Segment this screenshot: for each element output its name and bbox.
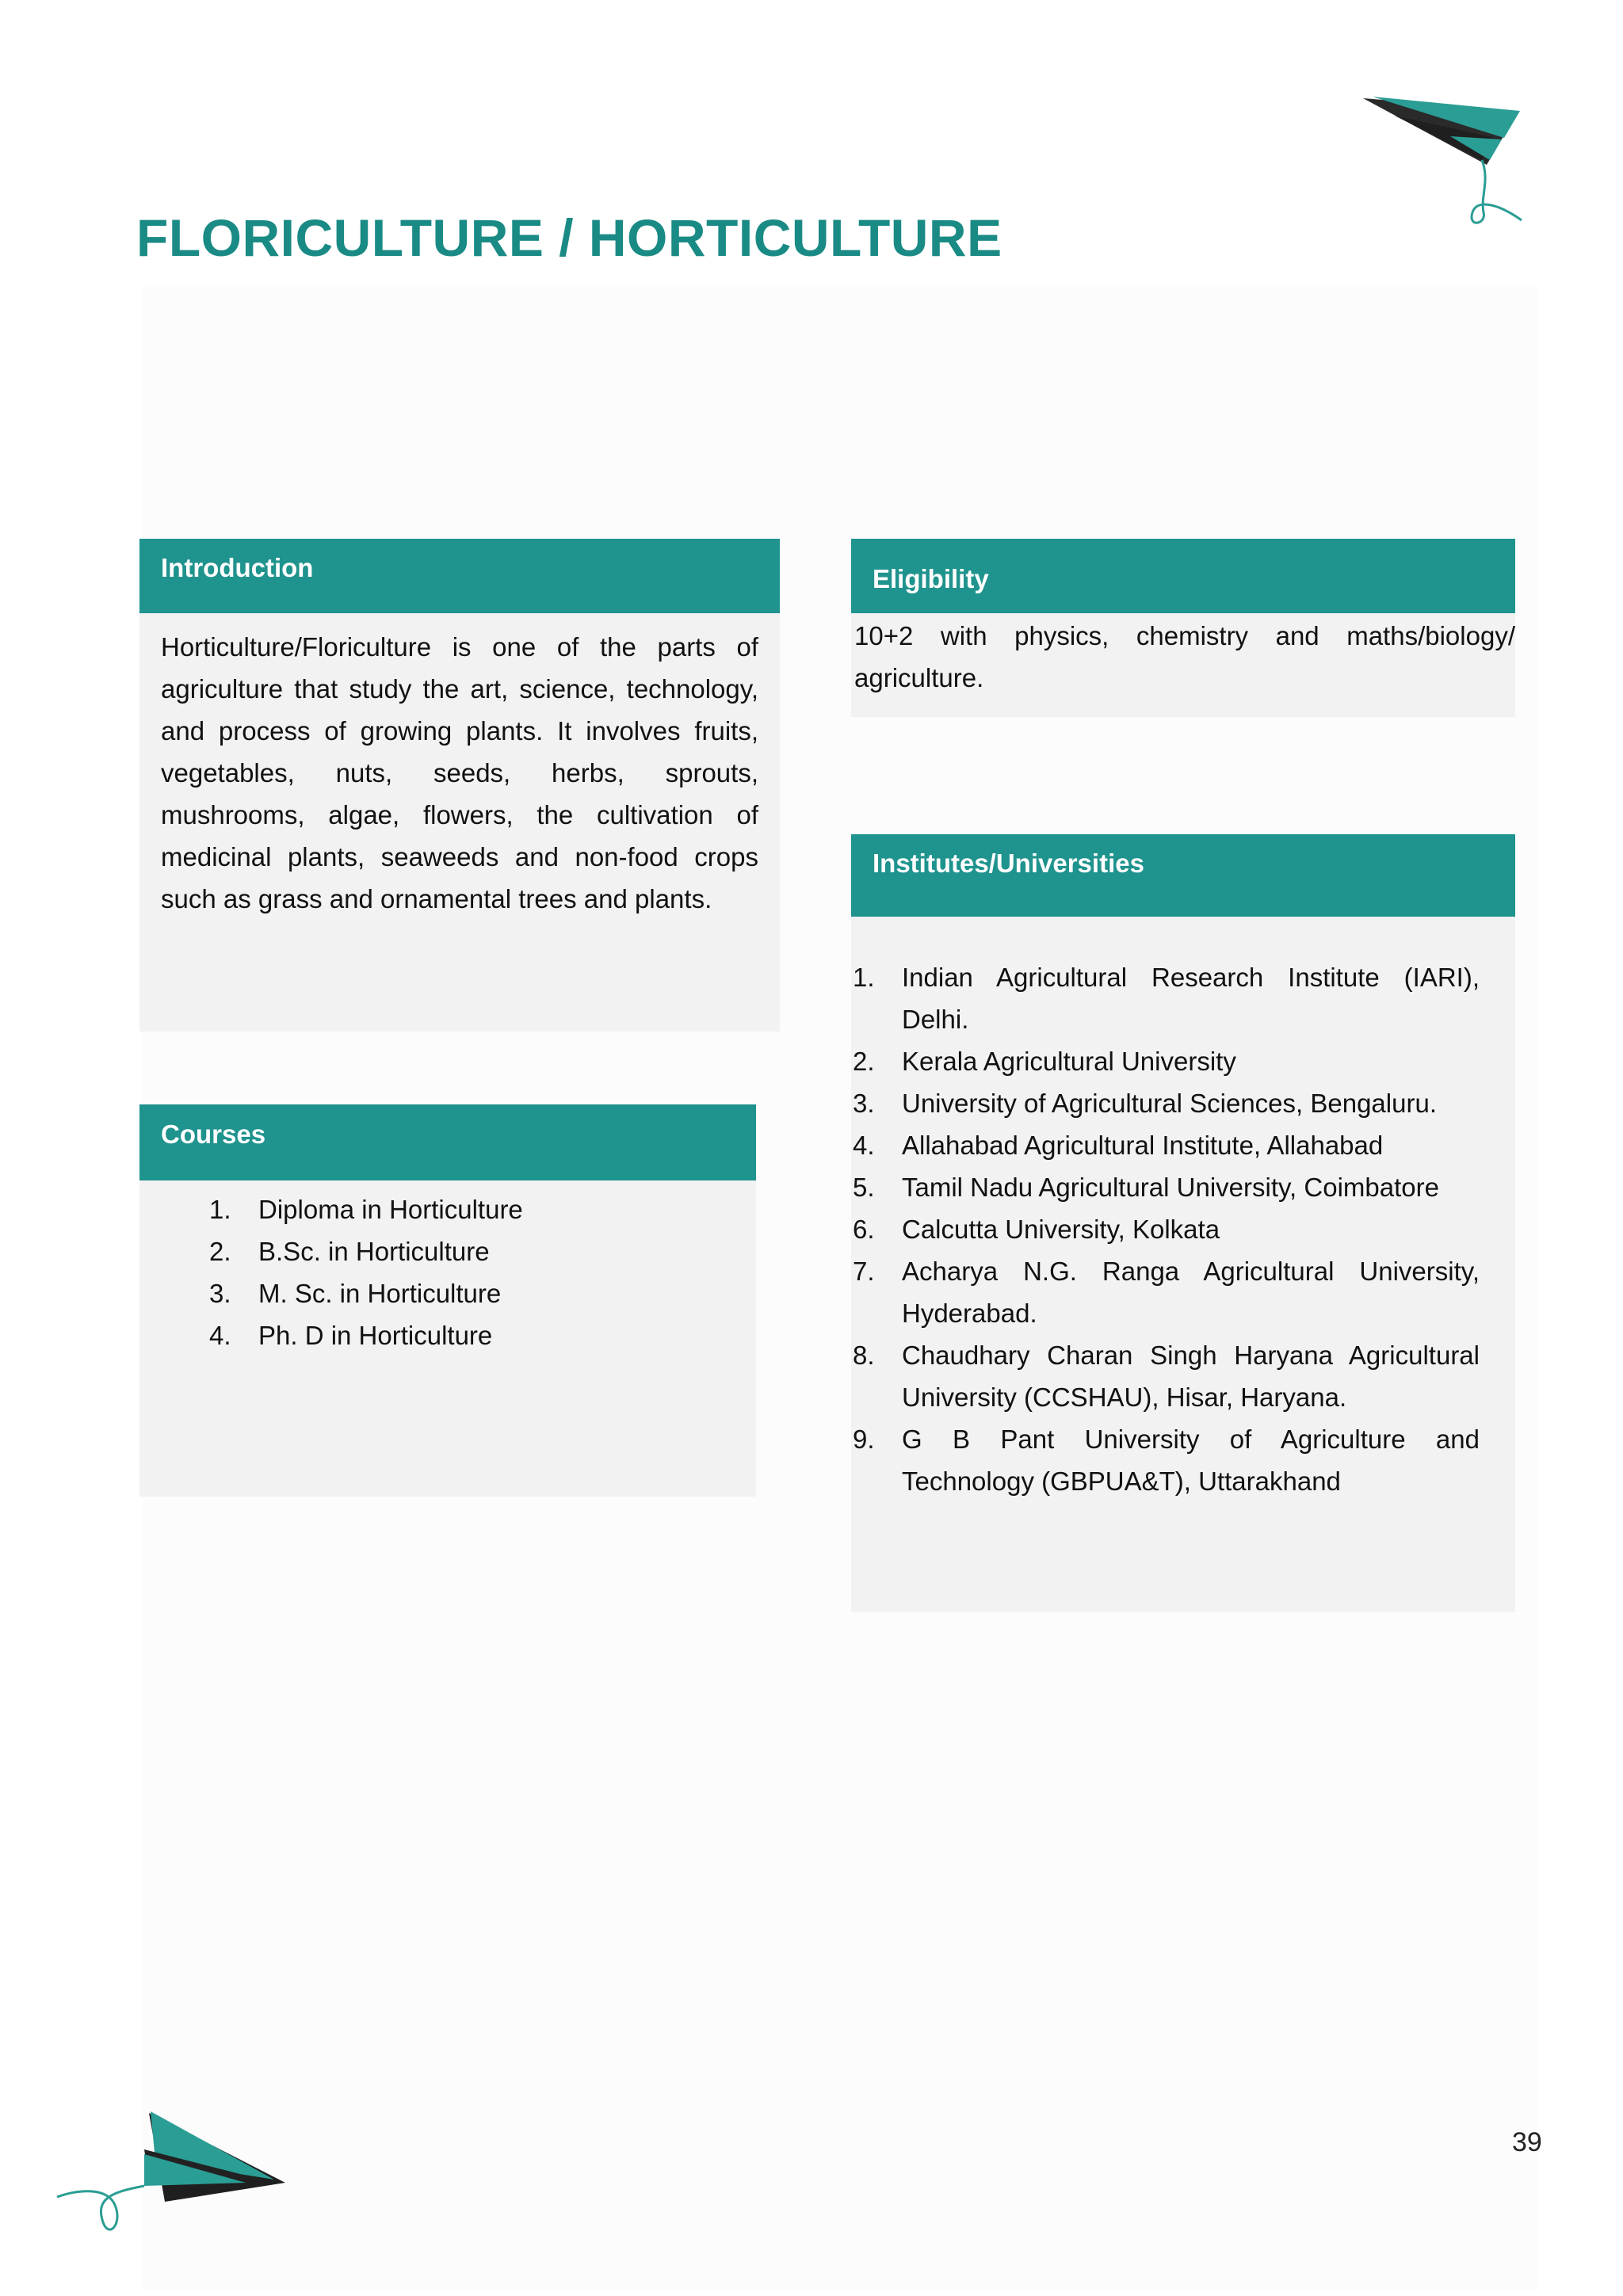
list-item-label: Allahabad Agricultural Institute, Allahabad: [902, 1131, 1384, 1160]
institutes-card: [851, 834, 1515, 1612]
introduction-card: [139, 539, 780, 1032]
list-item-label: Kerala Agricultural University: [902, 1047, 1236, 1076]
list-item: [209, 1314, 756, 1356]
list-item: [853, 1124, 1480, 1166]
eligibility-heading: Eligibility: [851, 539, 1515, 613]
courses-list: [139, 1180, 756, 1356]
list-item: [853, 1166, 1480, 1208]
list-item-number: 8.: [853, 1341, 875, 1370]
paper-plane-icon: [1363, 93, 1553, 236]
list-item-number: 5.: [853, 1173, 875, 1202]
list-item-label: Tamil Nadu Agricultural University, Coimbatore: [902, 1173, 1439, 1202]
introduction-heading: Introduction: [139, 539, 780, 613]
list-item-number: 6.: [853, 1215, 875, 1244]
introduction-text: Horticulture/Floriculture is one of the parts of agriculture that study the art, science, technology, and process of growing plants. It involves fruits, vegetables, nuts, seeds, herbs, sprouts, mushrooms, algae, flowers, the cultivation of medicinal plants, seaweeds and non-food crops such as grass and ornamental trees and plants.: [161, 632, 758, 913]
list-item-number: 1.: [853, 963, 875, 992]
list-item: [209, 1272, 756, 1314]
list-item-number: 2.: [853, 1047, 875, 1076]
list-item: [853, 1040, 1480, 1082]
list-item-number: 4.: [209, 1321, 231, 1350]
list-item-label: M. Sc. in Horticulture: [258, 1279, 502, 1308]
list-item-number: 1.: [209, 1195, 231, 1224]
institutes-list: [851, 917, 1515, 1502]
eligibility-text: 10+2 with physics, chemistry and maths/biology/ agriculture.: [854, 621, 1515, 692]
list-item: [209, 1230, 756, 1272]
list-item-number: 2.: [209, 1237, 231, 1266]
list-item-label: Diploma in Horticulture: [258, 1195, 523, 1224]
list-item: [853, 1082, 1480, 1124]
list-item-label: B.Sc. in Horticulture: [258, 1237, 490, 1266]
list-item-label: Acharya N.G. Ranga Agricultural University, Hyderabad.: [902, 1257, 1480, 1328]
list-item: [853, 1208, 1480, 1250]
list-item: [853, 956, 1480, 1040]
institutes-heading: Institutes/Universities: [851, 834, 1515, 917]
list-item-label: Ph. D in Horticulture: [258, 1321, 493, 1350]
paper-plane-icon: [55, 2103, 293, 2246]
eligibility-card: [851, 539, 1515, 717]
courses-card: [139, 1104, 756, 1497]
list-item-label: G B Pant University of Agriculture and Technology (GBPUA&T), Uttarakhand: [902, 1425, 1480, 1496]
list-item-label: Calcutta University, Kolkata: [902, 1215, 1220, 1244]
page-title: FLORICULTURE / HORTICULTURE: [136, 208, 1002, 267]
page-number: 39: [1512, 2127, 1542, 2157]
list-item-label: University of Agricultural Sciences, Bengaluru.: [902, 1089, 1437, 1118]
list-item: [209, 1188, 756, 1230]
list-item-number: 4.: [853, 1131, 875, 1160]
list-item-number: 9.: [853, 1425, 875, 1454]
list-item-number: 3.: [209, 1279, 231, 1308]
list-item: [853, 1250, 1480, 1334]
list-item: [853, 1334, 1480, 1418]
list-item-number: 3.: [853, 1089, 875, 1118]
list-item-label: Indian Agricultural Research Institute (IARI), Delhi.: [902, 963, 1480, 1034]
courses-heading: Courses: [139, 1104, 756, 1180]
list-item-number: 7.: [853, 1257, 875, 1286]
list-item: [853, 1418, 1480, 1502]
list-item-label: Chaudhary Charan Singh Haryana Agricultural University (CCSHAU), Hisar, Haryana.: [902, 1341, 1480, 1412]
